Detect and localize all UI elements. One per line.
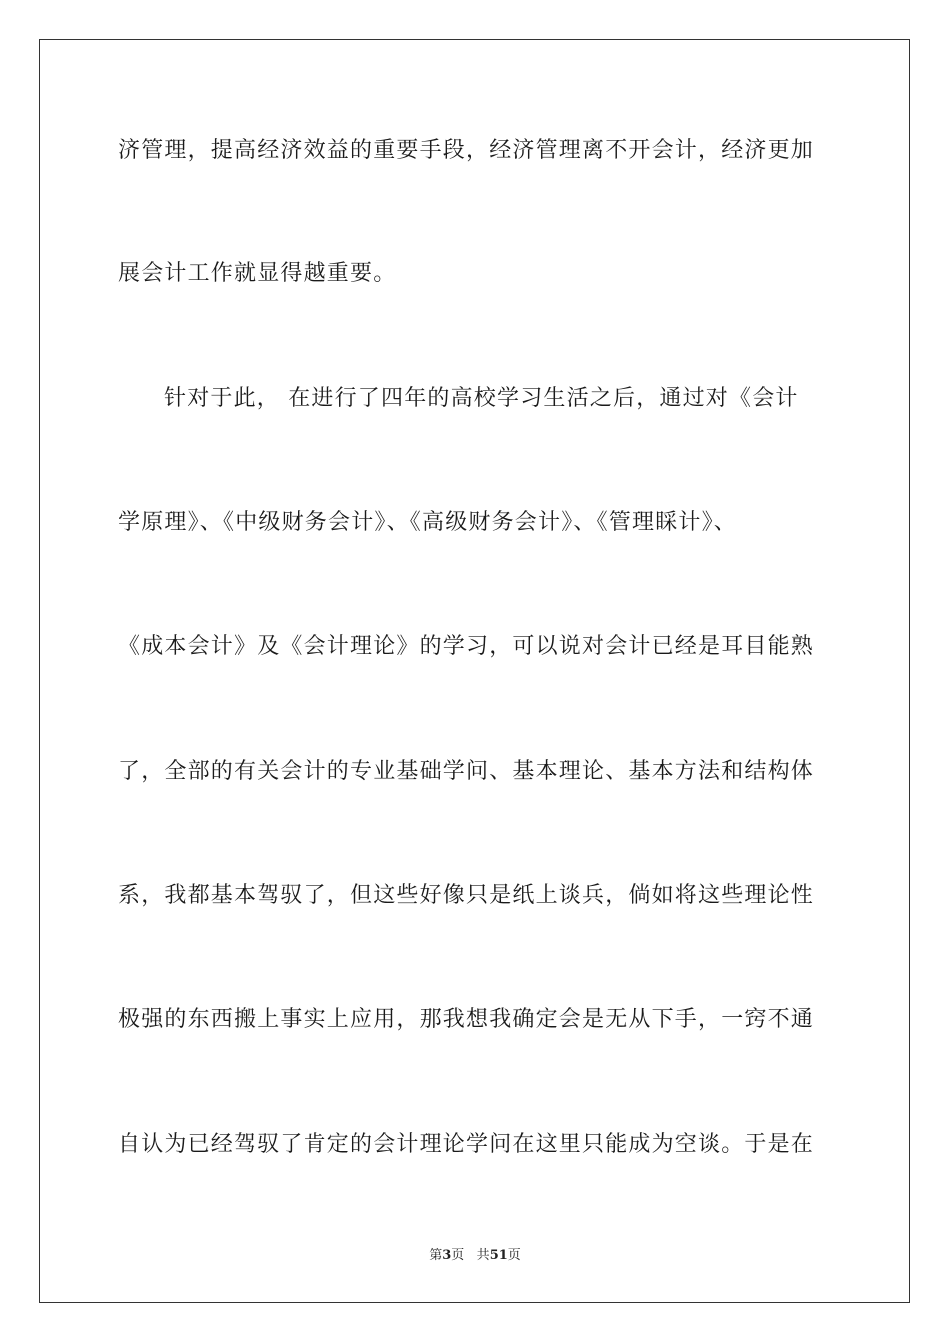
body-line-5: 《成本会计》及《会计理论》的学习，可以说对会计已经是耳目能熟 [118,634,815,659]
body-line-6: 了，全部的有关会计的专业基础学问、基本理论、基本方法和结构体 [118,759,815,784]
total-suffix: 页 [507,1248,521,1263]
total-prefix: 共 [476,1248,490,1263]
page-number: 3 [442,1248,452,1263]
page-footer [0,1247,950,1265]
body-line-1: 济管理，提高经济效益的重要手段，经济管理离不开会计，经济更加 [118,138,815,163]
body-line-3-paragraph-start: 针对于此， 在进行了四年的高校学习生活之后，通过对《会计 [164,386,799,411]
body-line-4: 学原理》、《中级财务会计》、《高级财务会计》、《管理睬计》、 [118,510,738,535]
total-pages: 51 [489,1248,508,1263]
page-suffix: 页 [451,1248,465,1263]
body-line-7: 系，我都基本驾驭了，但这些好像只是纸上谈兵，倘如将这些理论性 [118,883,815,908]
page-prefix: 第 [429,1248,443,1263]
body-line-9: 自认为已经驾驭了肯定的会计理论学问在这里只能成为空谈。于是在 [118,1132,815,1157]
body-line-2: 展会计工作就显得越重要。 [118,261,397,286]
page-border [39,39,910,1303]
body-line-8: 极强的东西搬上事实上应用，那我想我确定会是无从下手，一窍不通 [118,1007,815,1032]
